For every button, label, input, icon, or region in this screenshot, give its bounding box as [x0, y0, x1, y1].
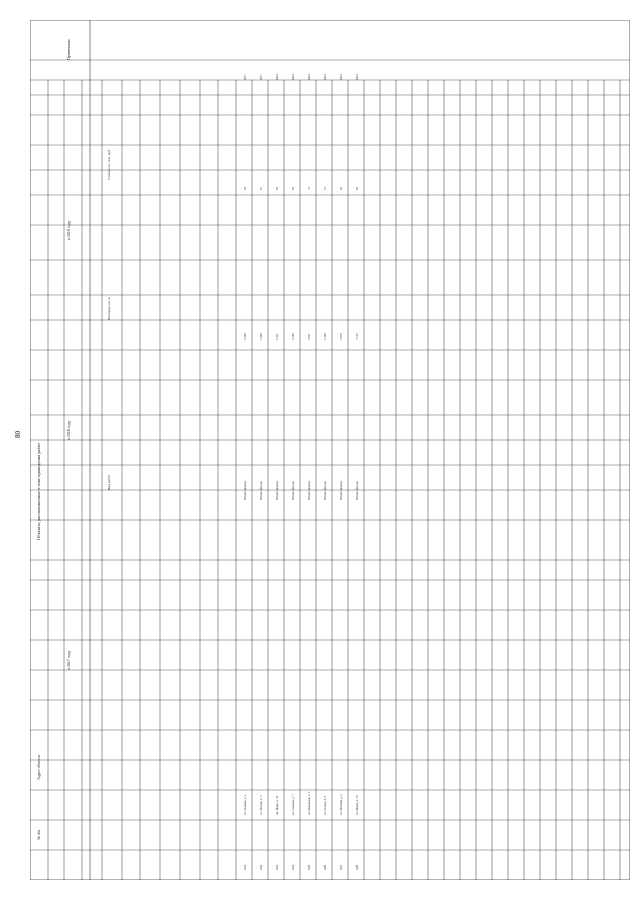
rotated-table	[30, 20, 630, 880]
row-area: 1 540	[323, 333, 327, 340]
row-address: ул. Речная, д. 9	[323, 795, 327, 815]
row-address: ул. Лесная, д. 3	[259, 795, 263, 815]
row-address: ул. Школьная, д. 5	[307, 791, 311, 815]
row-year: 2017	[259, 74, 263, 80]
header-area: Площадь, кв. м	[107, 297, 111, 320]
page-number: 80	[14, 431, 22, 438]
header-address: Адрес объекта	[36, 755, 41, 780]
row-year: 2018	[291, 74, 295, 80]
row-area: 2 411	[275, 333, 279, 340]
row-number: 108	[355, 864, 359, 870]
row-cost: 18	[291, 187, 295, 190]
header-2017: в 2017 году	[66, 650, 71, 670]
row-year: 2017	[243, 74, 247, 80]
row-work: Ремонт фасада	[259, 481, 263, 500]
row-address: ул. Новая, д. 14	[355, 795, 359, 815]
row-cost: 25	[355, 187, 359, 190]
header-notes: Примечание	[66, 38, 71, 60]
row-address: ул. Садовая, д. 7	[291, 794, 295, 815]
row-cost: 24	[243, 187, 247, 190]
row-number: 105	[307, 864, 311, 870]
header-cost: Стоимость, тыс. руб.	[107, 148, 111, 180]
row-work: Ремонт фасада	[291, 481, 295, 500]
row-number: 104	[291, 864, 295, 870]
row-year: 2018	[275, 74, 279, 80]
row-area: 2 870	[339, 333, 343, 340]
row-address: ул. Полевая, д. 2	[339, 794, 343, 815]
table-title: Объекты, расположенные в зоне проведения работ	[36, 442, 41, 540]
row-area: 2 196	[291, 333, 295, 340]
row-number: 101	[243, 864, 247, 870]
header-nn: № п/п	[36, 829, 41, 840]
row-work: Ремонт кровли	[339, 481, 343, 500]
row-area: 3 115	[355, 333, 359, 340]
row-year: 2019	[323, 74, 327, 80]
row-number: 106	[323, 864, 327, 870]
row-work: Ремонт фасада	[323, 481, 327, 500]
row-cost: 31	[307, 187, 311, 190]
row-year: 2019	[355, 74, 359, 80]
row-cost: 15	[259, 187, 263, 190]
row-work: Ремонт фасада	[355, 481, 359, 500]
row-cost: 12	[323, 187, 327, 190]
row-number: 102	[259, 864, 263, 870]
header-2018: в 2018 году	[66, 420, 71, 440]
header-2019: в 2019 году	[66, 220, 71, 240]
row-work: Ремонт кровли	[307, 481, 311, 500]
row-area: 1 858	[259, 333, 263, 340]
row-address: пр. Мира, д. 12	[275, 795, 279, 815]
row-area: 4 027	[307, 333, 311, 340]
row-cost: 19	[275, 187, 279, 190]
row-number: 103	[275, 864, 279, 870]
table-grid	[30, 20, 630, 880]
row-cost: 22	[339, 187, 343, 190]
row-address: ул. Зеленая, д. 1	[243, 794, 247, 815]
row-area: 3 202	[243, 333, 247, 340]
row-work: Ремонт кровли	[243, 481, 247, 500]
row-year: 2018	[307, 74, 311, 80]
row-year: 2019	[339, 74, 343, 80]
row-number: 107	[339, 864, 343, 870]
header-type-of-work: Вид работ	[107, 474, 111, 490]
row-work: Ремонт кровли	[275, 481, 279, 500]
